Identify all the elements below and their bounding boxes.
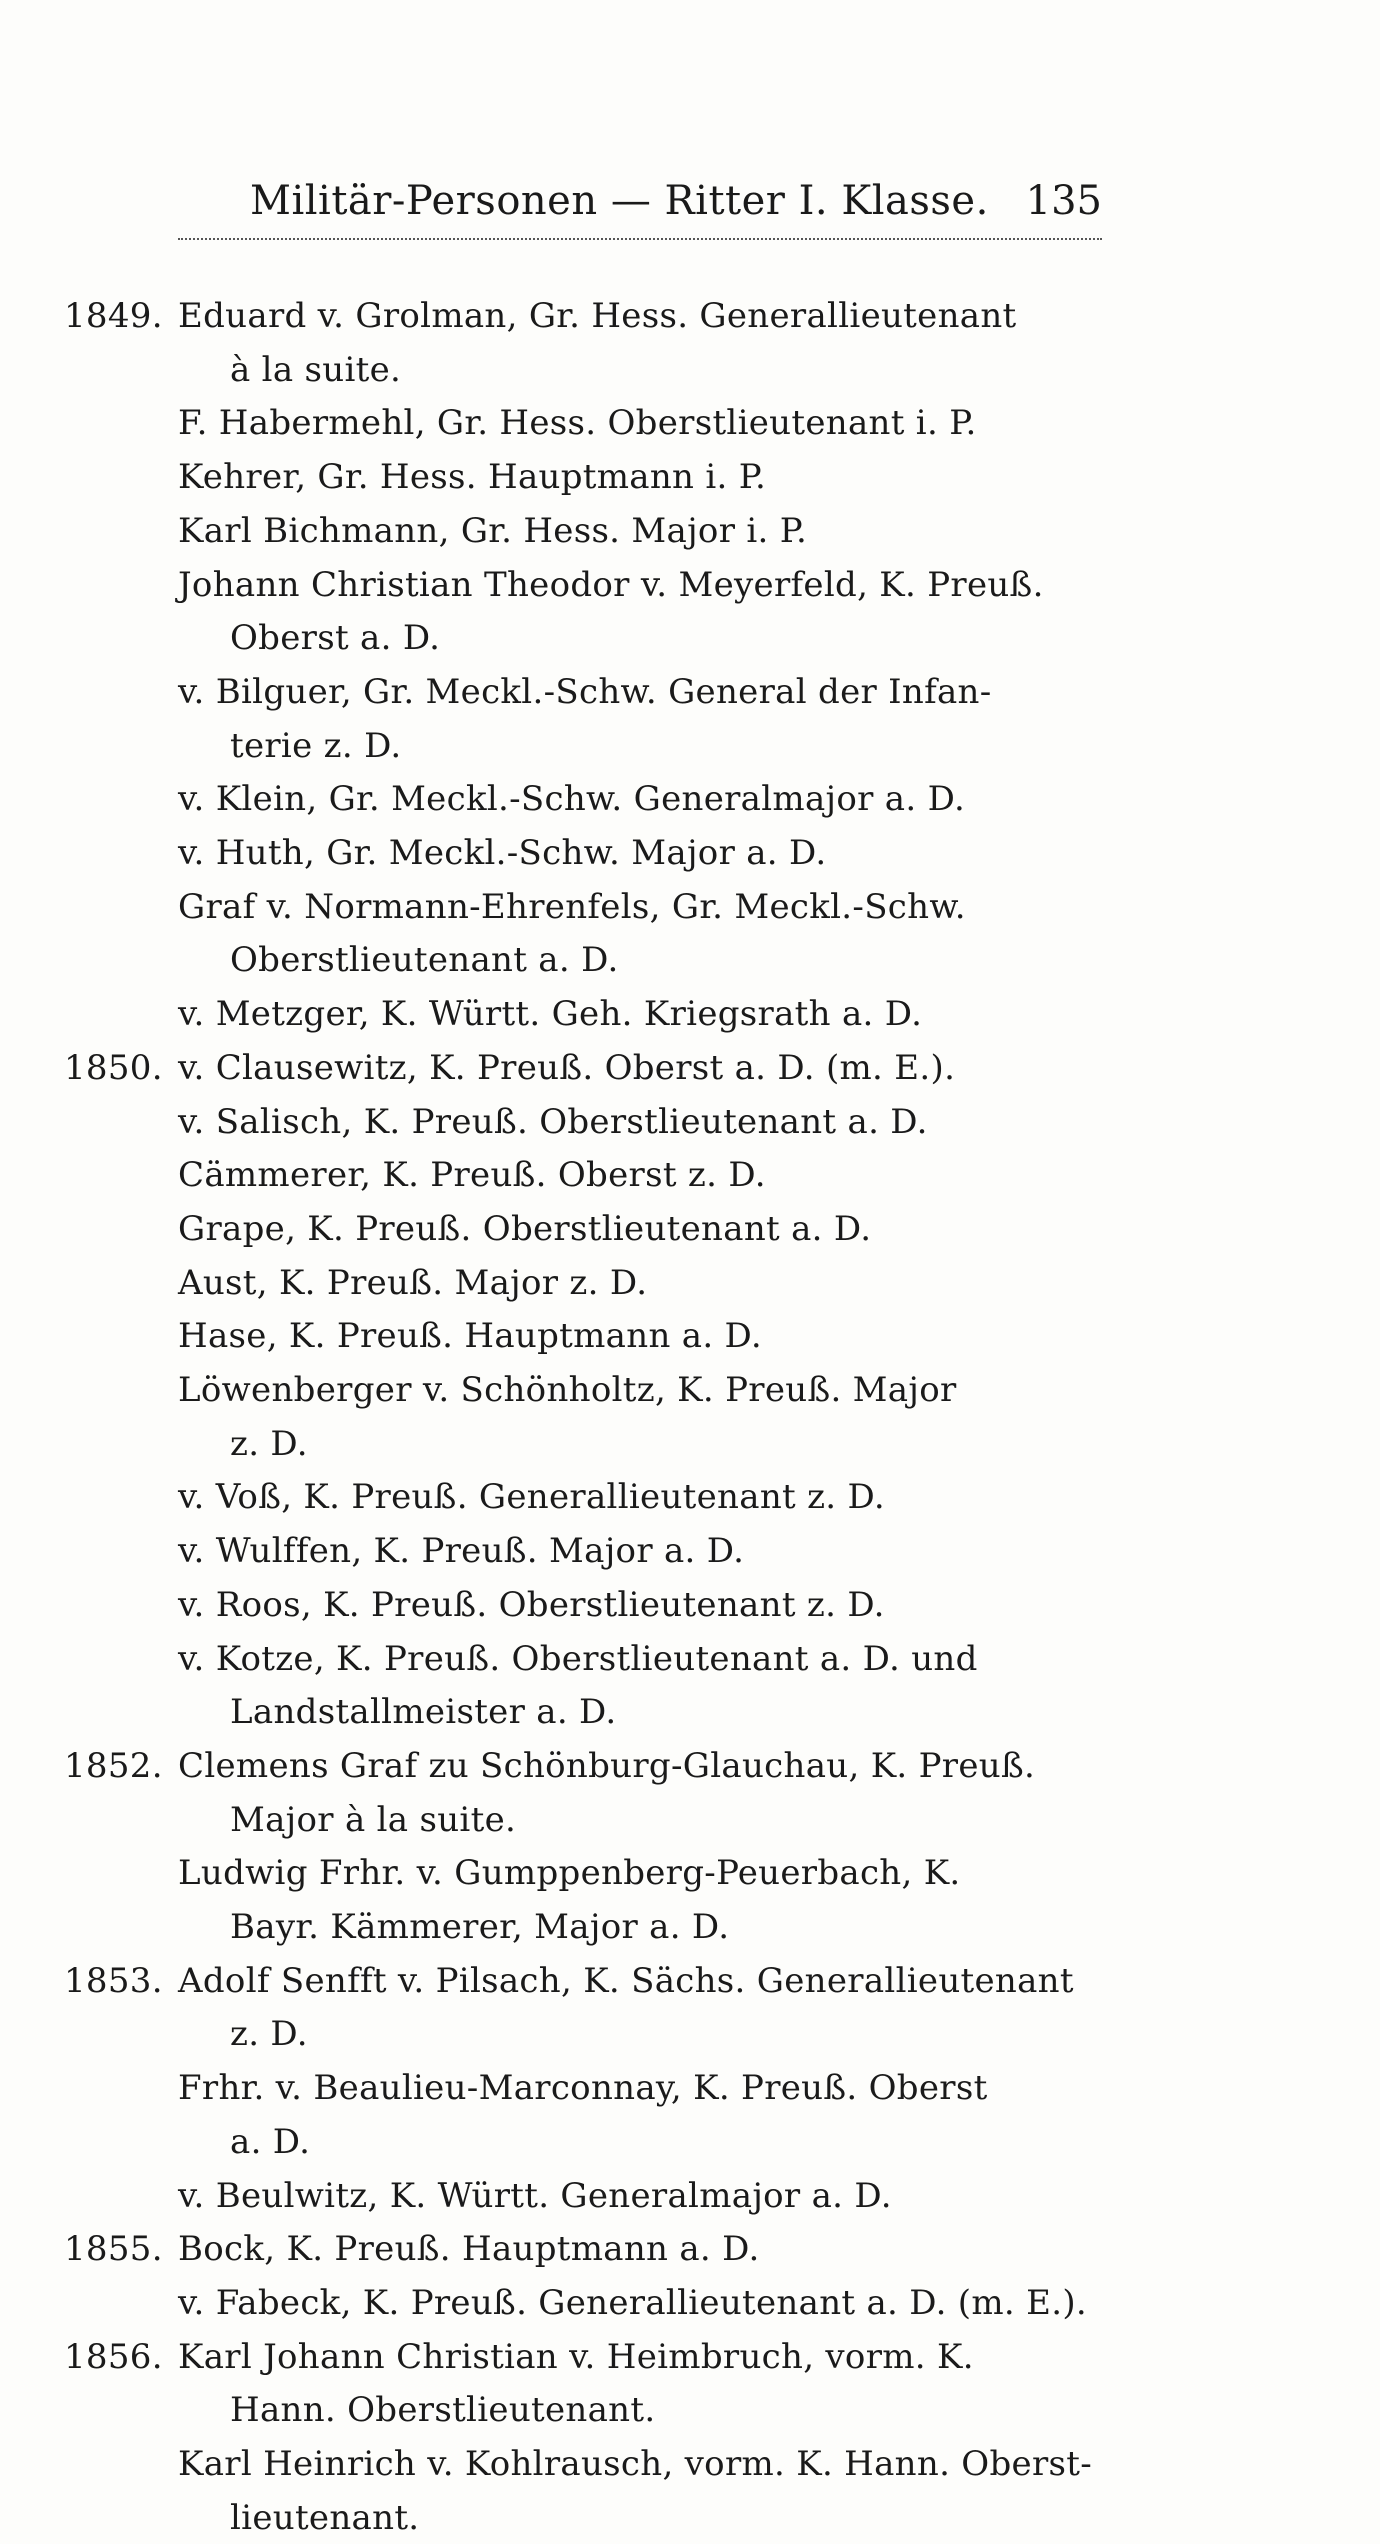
entry-year: 1853. [64, 1961, 163, 2001]
entry-text: Clemens Graf zu Schönburg-Glauchau, K. Preuß. [178, 1746, 1036, 1786]
entry-text: Karl Bichmann, Gr. Hess. Major i. P. [178, 511, 808, 551]
entry-text: Cämmerer, K. Preuß. Oberst z. D. [178, 1155, 766, 1195]
entry-year: 1850. [64, 1048, 163, 1088]
entry-year: 1849. [64, 296, 163, 336]
entry-text: v. Fabeck, K. Preuß. Generallieutenant a. D. (m. E.). [178, 2283, 1088, 2323]
entry-text: v. Salisch, K. Preuß. Oberstlieutenant a. D. [178, 1102, 928, 1142]
entry-text: v. Wulffen, K. Preuß. Major a. D. [178, 1531, 745, 1571]
entry-text: à la suite. [230, 350, 402, 390]
entry-text: Kehrer, Gr. Hess. Hauptmann i. P. [178, 457, 767, 497]
entry-text: Adolf Senfft v. Pilsach, K. Sächs. Generallieutenant [178, 1961, 1074, 2001]
entry-text: Graf v. Normann-Ehrenfels, Gr. Meckl.-Schw. [178, 887, 966, 927]
entry-text: Johann Christian Theodor v. Meyerfeld, K. Preuß. [178, 565, 1044, 605]
entry-text: Bock, K. Preuß. Hauptmann a. D. [178, 2229, 760, 2269]
entry-text: z. D. [230, 2014, 308, 2054]
entry-text: v. Huth, Gr. Meckl.-Schw. Major a. D. [178, 833, 827, 873]
entry-text: Major à la suite. [230, 1800, 517, 1840]
entry-year: 1852. [64, 1746, 163, 1786]
entry-text: Grape, K. Preuß. Oberstlieutenant a. D. [178, 1209, 872, 1249]
entry-text: Eduard v. Grolman, Gr. Hess. Generallieutenant [178, 296, 1017, 336]
entry-text: Aust, K. Preuß. Major z. D. [178, 1263, 648, 1303]
entry-text: Hann. Oberstlieutenant. [230, 2390, 656, 2430]
entry-text: Oberstlieutenant a. D. [230, 940, 619, 980]
page-header [0, 178, 1380, 238]
entry-text: Löwenberger v. Schönholtz, K. Preuß. Major [178, 1370, 957, 1410]
header-rule [178, 238, 1102, 240]
entry-text: z. D. [230, 1424, 308, 1464]
entry-text: v. Bilguer, Gr. Meckl.-Schw. General der Infan- [178, 672, 992, 712]
entry-text: v. Beulwitz, K. Württ. Generalmajor a. D. [178, 2176, 892, 2216]
entry-text: v. Klein, Gr. Meckl.-Schw. Generalmajor a. D. [178, 779, 966, 819]
entry-text: v. Roos, K. Preuß. Oberstlieutenant z. D. [178, 1585, 885, 1625]
entry-text: terie z. D. [230, 726, 402, 766]
page-number: 135 [1025, 178, 1102, 224]
entry-text: Landstallmeister a. D. [230, 1692, 617, 1732]
entry-text: Karl Johann Christian v. Heimbruch, vorm. K. [178, 2337, 974, 2377]
entry-year: 1855. [64, 2229, 163, 2269]
entry-text: Oberst a. D. [230, 618, 441, 658]
entry-year: 1856. [64, 2337, 163, 2377]
entry-text: v. Clausewitz, K. Preuß. Oberst a. D. (m. E.). [178, 1048, 956, 1088]
entry-text: Bayr. Kämmerer, Major a. D. [230, 1907, 730, 1947]
entry-text: F. Habermehl, Gr. Hess. Oberstlieutenant i. P. [178, 403, 977, 443]
entry-text: Karl Heinrich v. Kohlrausch, vorm. K. Hann. Oberst- [178, 2444, 1093, 2484]
entry-text: lieutenant. [230, 2498, 420, 2538]
entry-text: v. Metzger, K. Württ. Geh. Kriegsrath a. D. [178, 994, 923, 1034]
entry-text: v. Voß, K. Preuß. Generallieutenant z. D. [178, 1477, 885, 1517]
entry-text: Frhr. v. Beaulieu-Marconnay, K. Preuß. Oberst [178, 2068, 988, 2108]
entry-text: v. Kotze, K. Preuß. Oberstlieutenant a. D. und [178, 1639, 978, 1679]
entry-text: Hase, K. Preuß. Hauptmann a. D. [178, 1316, 762, 1356]
entry-text: a. D. [230, 2122, 311, 2162]
running-title: Militär-Personen — Ritter I. Klasse. [250, 178, 989, 224]
entry-text: Ludwig Frhr. v. Gumppenberg-Peuerbach, K. [178, 1853, 961, 1893]
